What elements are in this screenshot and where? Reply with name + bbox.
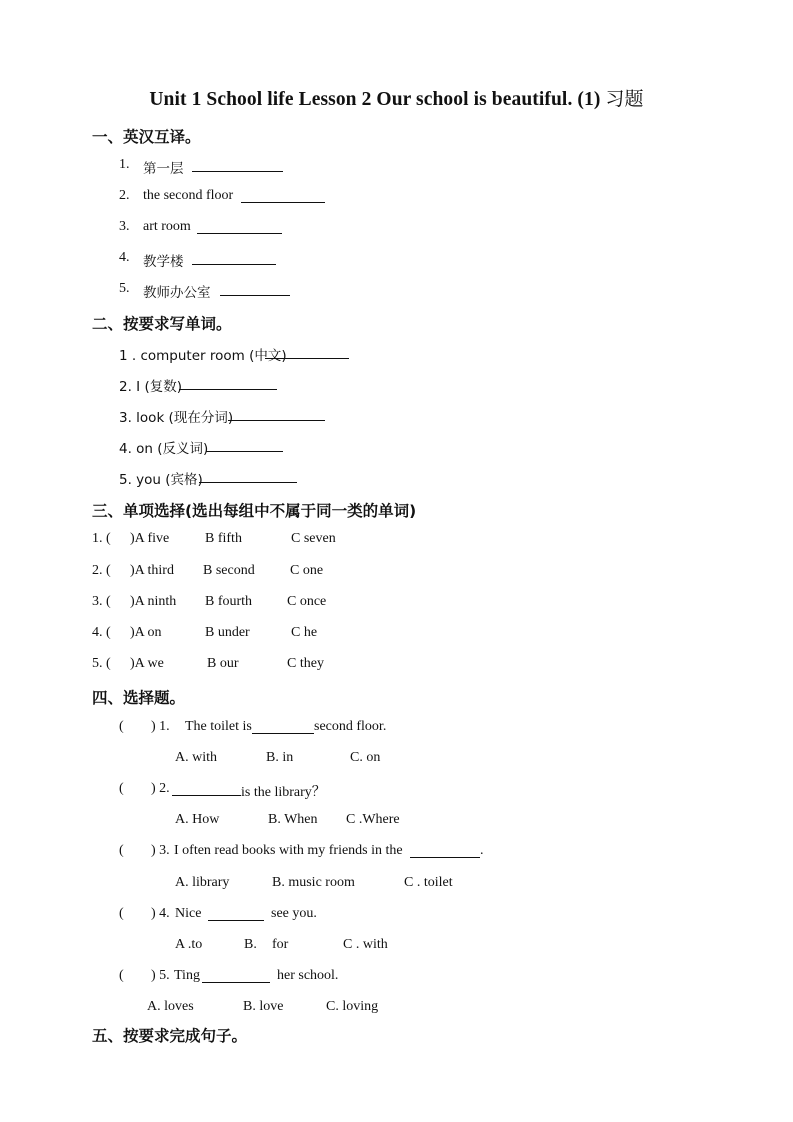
question-text: Ting bbox=[174, 968, 200, 983]
answer-blank[interactable] bbox=[192, 264, 276, 265]
option-a: A. library bbox=[175, 875, 230, 890]
answer-blank[interactable] bbox=[172, 795, 241, 796]
answer-blank[interactable] bbox=[252, 733, 314, 734]
item-number: 1. bbox=[119, 157, 130, 172]
option-b: B our bbox=[207, 656, 239, 671]
option-a: )A we bbox=[130, 656, 164, 671]
item-prompt: art room bbox=[143, 219, 191, 234]
answer-blank[interactable] bbox=[192, 171, 283, 172]
option-a: )A ninth bbox=[130, 594, 177, 609]
question-number: 5. ( bbox=[92, 656, 111, 671]
title-english: Unit 1 School life Lesson 2 Our school is beautiful. (1) bbox=[149, 89, 601, 110]
option-c: C. loving bbox=[326, 999, 379, 1014]
option-a: )A five bbox=[130, 531, 170, 546]
section-5-heading: 五、按要求完成句子。 bbox=[92, 1027, 248, 1045]
answer-blank[interactable] bbox=[241, 202, 325, 203]
option-c: C seven bbox=[291, 531, 336, 546]
item-prompt: 教学楼 bbox=[143, 254, 184, 270]
option-b: B under bbox=[205, 625, 250, 640]
option-b: B. When bbox=[268, 812, 318, 827]
item-prompt: 4. on (反义词) bbox=[119, 441, 209, 457]
option-b: B. music room bbox=[272, 875, 355, 890]
option-b-text: for bbox=[272, 937, 289, 952]
question-text: is the library？ bbox=[241, 785, 326, 800]
answer-paren: ( bbox=[119, 719, 124, 734]
answer-blank[interactable] bbox=[179, 389, 277, 390]
question-number: 2. ( bbox=[92, 563, 111, 578]
question-text: Nice bbox=[175, 906, 202, 921]
option-c: C once bbox=[287, 594, 327, 609]
section-3-heading: 三、单项选择(选出每组中不属于同一类的单词) bbox=[92, 502, 417, 520]
answer-blank[interactable] bbox=[410, 857, 480, 858]
answer-paren: ( bbox=[119, 843, 124, 858]
question-text: I often read books with my friends in the bbox=[174, 843, 403, 858]
answer-blank[interactable] bbox=[228, 420, 325, 421]
option-a: )A on bbox=[130, 625, 162, 640]
answer-paren: ( bbox=[119, 968, 124, 983]
option-b: B. bbox=[244, 937, 257, 952]
question-number: ) 5. bbox=[151, 968, 170, 983]
item-number: 4. bbox=[119, 250, 130, 265]
option-b: B. love bbox=[243, 999, 284, 1014]
item-prompt: 教师办公室 bbox=[143, 285, 211, 301]
question-text: see you. bbox=[271, 906, 317, 921]
answer-blank[interactable] bbox=[206, 451, 283, 452]
option-a: )A third bbox=[130, 563, 174, 578]
item-number: 3. bbox=[119, 219, 130, 234]
option-a: A. with bbox=[175, 750, 217, 765]
question-number: 1. ( bbox=[92, 531, 111, 546]
option-c: C . toilet bbox=[404, 875, 453, 890]
question-text: second floor. bbox=[314, 719, 387, 734]
option-c: C. on bbox=[350, 750, 381, 765]
item-prompt: the second floor bbox=[143, 188, 234, 203]
answer-paren: ( bbox=[119, 781, 124, 796]
option-b: B fifth bbox=[205, 531, 242, 546]
option-a: A. How bbox=[175, 812, 220, 827]
answer-blank[interactable] bbox=[199, 482, 297, 483]
question-text: The toilet is bbox=[185, 719, 252, 734]
question-number: ) 1. bbox=[151, 719, 170, 734]
answer-blank[interactable] bbox=[208, 920, 264, 921]
answer-blank[interactable] bbox=[202, 982, 270, 983]
question-number: 3. ( bbox=[92, 594, 111, 609]
question-text: her school. bbox=[277, 968, 339, 983]
title-chinese: 习题 bbox=[605, 88, 644, 110]
item-prompt: 第一层 bbox=[143, 161, 184, 177]
answer-paren: ( bbox=[119, 906, 124, 921]
item-number: 5. bbox=[119, 281, 130, 296]
question-number: ) 4. bbox=[151, 906, 170, 921]
question-number: ) 3. bbox=[151, 843, 170, 858]
answer-blank[interactable] bbox=[265, 358, 349, 359]
answer-blank[interactable] bbox=[220, 295, 290, 296]
section-4-heading: 四、选择题。 bbox=[92, 689, 186, 707]
option-b: B second bbox=[203, 563, 255, 578]
question-number: 4. ( bbox=[92, 625, 111, 640]
option-b: B fourth bbox=[205, 594, 253, 609]
item-prompt: 1 . computer room (中文) bbox=[119, 348, 287, 364]
option-a: A. loves bbox=[147, 999, 194, 1014]
question-text: . bbox=[480, 843, 484, 858]
option-c: C he bbox=[291, 625, 318, 640]
item-prompt: 2. I (复数) bbox=[119, 379, 182, 395]
item-number: 2. bbox=[119, 188, 130, 203]
option-a: A .to bbox=[175, 937, 203, 952]
option-c: C one bbox=[290, 563, 324, 578]
item-prompt: 5. you (宾格) bbox=[119, 472, 203, 488]
section-2-heading: 二、按要求写单词。 bbox=[92, 315, 232, 333]
item-prompt: 3. look (现在分词) bbox=[119, 410, 234, 426]
question-number: ) 2. bbox=[151, 781, 170, 796]
section-1-heading: 一、英汉互译。 bbox=[92, 128, 201, 146]
answer-blank[interactable] bbox=[197, 233, 282, 234]
option-c: C . with bbox=[343, 937, 388, 952]
option-c: C they bbox=[287, 656, 324, 671]
page-title bbox=[0, 84, 793, 111]
option-c: C .Where bbox=[346, 812, 400, 827]
option-b: B. in bbox=[266, 750, 294, 765]
